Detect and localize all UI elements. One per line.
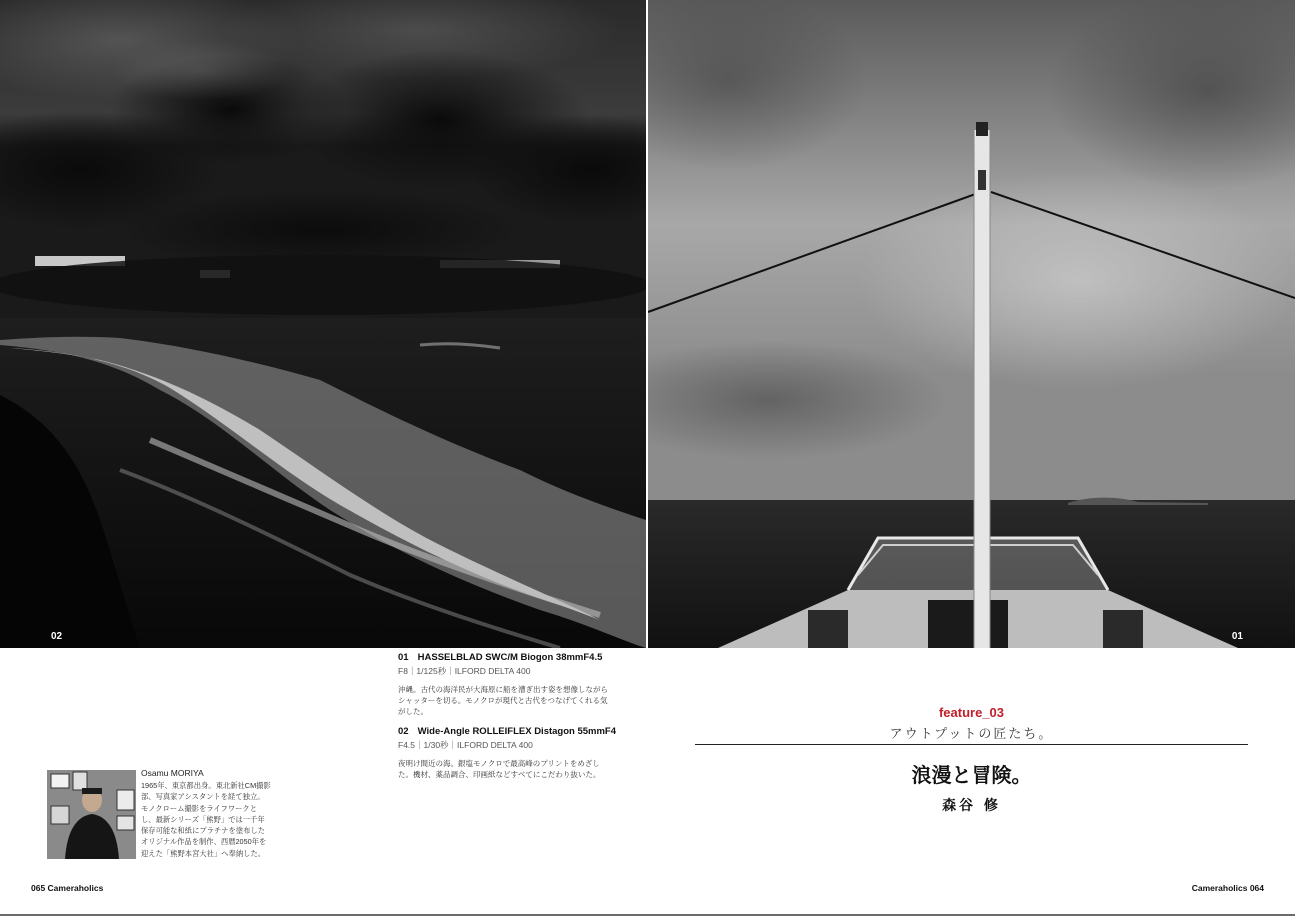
caption-02-number: 02 [398,726,409,737]
stormy-sea-image [0,0,646,648]
caption-01-number: 01 [398,652,409,663]
caption-02 [398,726,617,780]
caption-01-title: HASSELBLAD SWC/M Biogon 38mmF4.5 [417,652,603,663]
photo-01-ship-bow [648,0,1295,648]
folio-left: 065 Cameraholics [31,883,104,893]
feature-subtitle: アウトプットの匠たち。 [695,723,1248,745]
photo-number-01: 01 [1231,631,1243,642]
photo-number-02: 02 [51,631,63,642]
author-profile [141,768,271,859]
folio-right: Cameraholics 064 [1191,883,1264,893]
caption-02-spec: F4.5｜1/30秒｜ILFORD DELTA 400 [398,740,533,750]
feature-title-block [695,705,1248,815]
feature-label: feature_03 [938,705,1005,720]
caption-01 [398,652,608,717]
author-name: Osamu MORIYA [141,768,204,778]
caption-02-text: 夜明け間近の海。銀塩モノクロで最高峰のプリントをめざした。機材、薬品調合、印画紙などすべてにこだわり抜いた。 [398,759,601,779]
caption-01-text: 沖縄。古代の海洋民が大海原に船を漕ぎ出す姿を想像しながらシャッターを切る。モノクロが現代と古代をつなげてくれる気がした。 [398,685,608,716]
feature-title: 浪漫と冒険。 [911,763,1032,787]
caption-02-title-row [398,726,617,737]
photo-02-stormy-sea [0,0,646,648]
feature-author: 森谷 修 [942,798,1001,814]
author-bio: 1965年、東京都出身。東北新社CM撮影部、写真家アシスタントを経て独立。モノクローム撮影をライフワークとし、最新シリーズ「熊野」では一千年保存可能な和紙にプラチナを塗布したオリジナル作品を制作、西暦2050年を迎えた「熊野本宮大社」へ奉納した。 [141,781,271,858]
caption-01-spec: F8｜1/125秒｜ILFORD DELTA 400 [398,666,531,676]
ship-bow-image [648,0,1295,648]
caption-02-title: Wide-Angle ROLLEIFLEX Distagon 55mmF4 [417,726,617,737]
caption-01-title-row [398,652,608,663]
author-portrait [47,770,136,859]
author-portrait-image [47,770,136,859]
